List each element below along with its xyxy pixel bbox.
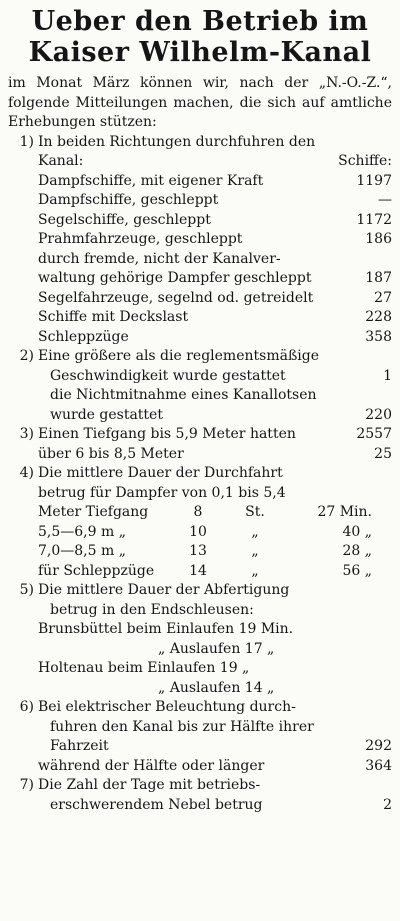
row-label: Segelschiffe, geschleppt — [38, 211, 211, 228]
ship-count-row — [8, 308, 392, 328]
duration-cell: für Schleppzüge — [38, 562, 155, 579]
row-value: 2557 — [356, 426, 392, 442]
row-value: 27 — [374, 289, 392, 306]
section-line: betrug für Dampfer von 0,1 bis 5,4 — [38, 484, 286, 501]
row-value: 2 — [383, 796, 392, 813]
section-line: betrug in den Endschleusen: — [50, 601, 254, 618]
ship-count-row — [8, 289, 392, 309]
row-label: durch fremde, nicht der Kanalver- — [38, 250, 281, 267]
row-label: Dampfschiffe, geschleppt — [38, 192, 219, 208]
section-line: wurde gestattet — [50, 406, 163, 423]
section-heading: In beiden Richtungen durchfuhren den — [38, 133, 316, 150]
section-line: Die mittlere Dauer der Abfertigung — [38, 582, 290, 598]
section-4 — [8, 464, 392, 581]
section-line: Die Zahl der Tage mit betriebs- — [38, 777, 261, 793]
unit-label: Schiffe: — [338, 153, 392, 169]
section-number: 1) — [19, 133, 34, 150]
section-line: fuhren den Kanal bis zur Hälfte ihrer — [50, 718, 314, 735]
section-line: die Nichtmitnahme eines Kanallotsen — [50, 387, 317, 403]
section-number: 4) — [19, 465, 34, 481]
ship-count-row — [8, 269, 392, 289]
duration-cell: „ — [251, 543, 259, 559]
duration-cell: 40 „ — [342, 523, 372, 540]
section-6 — [8, 698, 392, 776]
section-line: Einen Tiefgang bis 5,9 Meter hatten — [38, 426, 296, 442]
ship-count-row — [8, 250, 392, 270]
section-heading-cont: Kanal: — [38, 153, 84, 169]
duration-row — [8, 503, 392, 523]
duration-row — [8, 542, 392, 562]
duration-cell: 7,0—8,5 m „ — [38, 543, 126, 559]
duration-cell: 8 — [193, 504, 203, 520]
sluice-row: „ Auslaufen 14 „ — [158, 679, 275, 696]
duration-cell: „ — [251, 562, 259, 579]
row-value: 187 — [365, 270, 392, 286]
row-label: Schiffe mit Deckslast — [38, 309, 189, 325]
section-line: Bei elektrischer Beleuchtung durch- — [38, 699, 296, 715]
row-value: 1172 — [356, 211, 392, 228]
duration-cell: 27 Min. — [317, 504, 372, 520]
ship-count-row — [8, 191, 392, 211]
row-label: Schleppzüge — [38, 328, 129, 345]
section-line: Geschwindigkeit wurde gestattet — [50, 367, 286, 384]
section-line: Fahrzeit — [50, 738, 109, 754]
ship-count-row — [8, 230, 392, 250]
intro-paragraph: im Monat März können wir, nach der „N.-O.-Z.“, folgende Mitteilungen machen, die sich auf amtliche Erhebungen stützen: — [8, 75, 392, 130]
row-value: 1 — [383, 367, 392, 384]
section-line: über 6 bis 8,5 Meter — [38, 445, 184, 462]
duration-cell: St. — [245, 504, 265, 520]
row-value: 292 — [365, 738, 392, 754]
title-line-1: Ueber den Betrieb im — [31, 6, 369, 37]
article-title — [8, 6, 392, 68]
section-1 — [8, 133, 392, 348]
section-line: Eine größere als die reglementsmäßige — [38, 348, 320, 364]
duration-cell: Meter Tiefgang — [38, 504, 149, 520]
section-2 — [8, 347, 392, 425]
ship-count-row — [8, 172, 392, 192]
row-label: Segelfahrzeuge, segelnd od. getreidelt — [38, 289, 314, 306]
section-line: Die mittlere Dauer der Durchfahrt — [38, 465, 283, 481]
row-value: 228 — [365, 309, 392, 325]
section-number: 3) — [19, 426, 34, 442]
section-line: erschwerendem Nebel betrug — [50, 796, 263, 813]
row-value: — — [378, 192, 392, 208]
ship-count-row — [8, 211, 392, 231]
section-number: 7) — [19, 777, 34, 793]
section-3 — [8, 425, 392, 464]
duration-cell: 56 „ — [342, 562, 372, 579]
duration-row — [8, 523, 392, 543]
title-line-2: Kaiser Wilhelm-Kanal — [28, 37, 372, 68]
section-number: 6) — [19, 699, 34, 715]
duration-row — [8, 562, 392, 582]
row-value: 186 — [365, 231, 392, 247]
row-value: 364 — [365, 757, 392, 774]
ship-count-row — [8, 328, 392, 348]
row-value: 25 — [374, 445, 392, 462]
duration-cell: 14 — [189, 562, 207, 579]
row-value: 358 — [365, 328, 392, 345]
sluice-row: Brunsbüttel beim Einlaufen 19 Min. — [38, 621, 294, 637]
duration-cell: „ — [251, 523, 259, 540]
row-label: Prahmfahrzeuge, geschleppt — [38, 231, 243, 247]
row-value: 220 — [365, 406, 392, 423]
section-line: während der Hälfte oder länger — [38, 757, 265, 774]
sluice-row: „ Auslaufen 17 „ — [158, 640, 275, 657]
duration-cell: 28 „ — [342, 543, 372, 559]
duration-cell: 10 — [189, 523, 207, 540]
duration-cell: 13 — [189, 543, 207, 559]
section-number: 2) — [19, 348, 34, 364]
row-label: Dampfschiffe, mit eigener Kraft — [38, 172, 264, 189]
row-value: 1197 — [356, 172, 392, 189]
section-number: 5) — [19, 582, 34, 598]
section-7 — [8, 776, 392, 815]
sluice-row: Holtenau beim Einlaufen 19 „ — [38, 660, 250, 676]
section-5 — [8, 581, 392, 698]
duration-cell: 5,5—6,9 m „ — [38, 523, 126, 540]
row-label: waltung gehörige Dampfer geschleppt — [38, 270, 312, 286]
